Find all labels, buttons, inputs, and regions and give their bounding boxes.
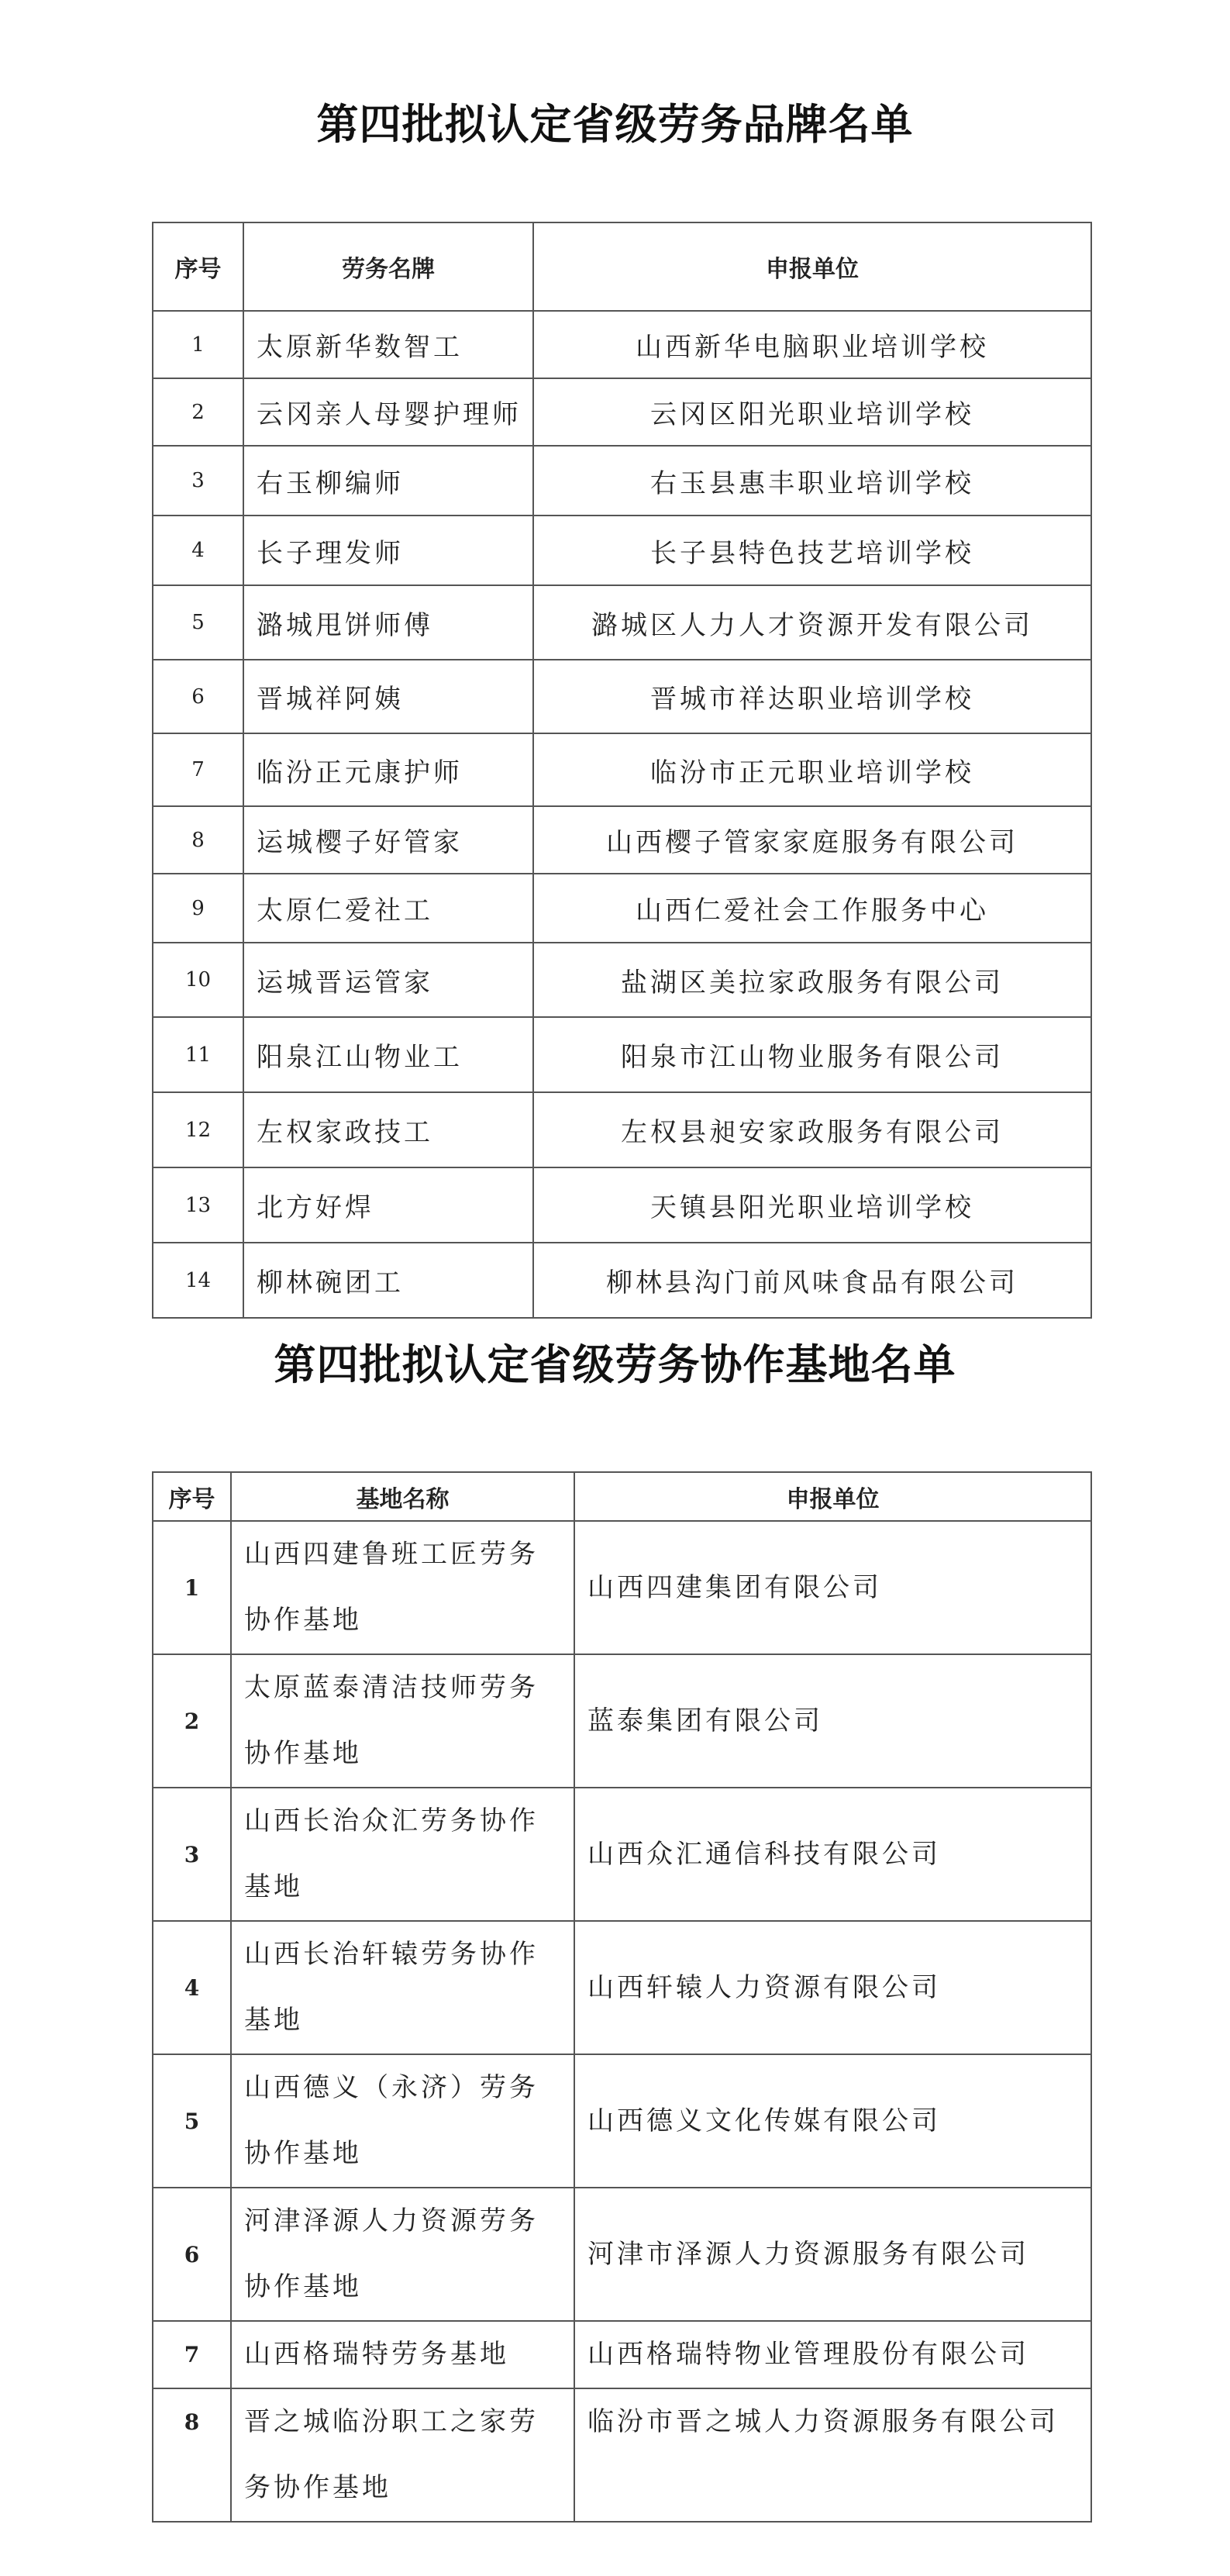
- base-name: 山西四建鲁班工匠劳务协作基地: [231, 1521, 574, 1654]
- row-seq: 3: [153, 1788, 231, 1921]
- row-seq: 11: [153, 1017, 243, 1092]
- base-name: 山西德义（永济）劳务协作基地: [231, 2054, 574, 2188]
- brand-table: [152, 222, 1092, 1319]
- brand-row: [153, 1243, 1091, 1318]
- applicant-unit: 潞城区人力人才资源开发有限公司: [533, 585, 1091, 660]
- applicant-unit: 长子县特色技艺培训学校: [533, 516, 1091, 585]
- brand-name: 潞城甩饼师傅: [243, 585, 533, 660]
- applicant-unit: 山西格瑞特物业管理股份有限公司: [574, 2321, 1091, 2388]
- brand-table-header: [153, 222, 1091, 311]
- applicant-unit: 左权县昶安家政服务有限公司: [533, 1092, 1091, 1167]
- header-base-name: 基地名称: [231, 1472, 574, 1521]
- row-seq: 1: [153, 311, 243, 378]
- row-seq: 8: [153, 806, 243, 874]
- brand-row: [153, 733, 1091, 806]
- applicant-unit: 山西仁爱社会工作服务中心: [533, 874, 1091, 943]
- row-seq: 2: [153, 1654, 231, 1788]
- row-seq: 9: [153, 874, 243, 943]
- brand-name: 晋城祥阿姨: [243, 660, 533, 733]
- base-name: 山西格瑞特劳务基地: [231, 2321, 574, 2388]
- base-row: [153, 1654, 1091, 1788]
- applicant-unit: 山西新华电脑职业培训学校: [533, 311, 1091, 378]
- applicant-unit: 山西四建集团有限公司: [574, 1521, 1091, 1654]
- base-name: 山西长治轩辕劳务协作基地: [231, 1921, 574, 2054]
- row-seq: 6: [153, 2188, 231, 2321]
- row-seq: 8: [153, 2388, 231, 2522]
- brand-row: [153, 943, 1091, 1017]
- base-row: [153, 2054, 1091, 2188]
- applicant-unit: 山西德义文化传媒有限公司: [574, 2054, 1091, 2188]
- brand-name: 右玉柳编师: [243, 446, 533, 516]
- brand-row: [153, 378, 1091, 446]
- applicant-unit: 临汾市正元职业培训学校: [533, 733, 1091, 806]
- brand-name: 太原新华数智工: [243, 311, 533, 378]
- row-seq: 13: [153, 1167, 243, 1243]
- base-name: 晋之城临汾职工之家劳务协作基地: [231, 2388, 574, 2522]
- base-row: [153, 2321, 1091, 2388]
- row-seq: 5: [153, 2054, 231, 2188]
- row-seq: 12: [153, 1092, 243, 1167]
- brand-row: [153, 516, 1091, 585]
- brand-row: [153, 874, 1091, 943]
- row-seq: 10: [153, 943, 243, 1017]
- applicant-unit: 盐湖区美拉家政服务有限公司: [533, 943, 1091, 1017]
- row-seq: 6: [153, 660, 243, 733]
- base-row: [153, 1921, 1091, 2054]
- applicant-unit: 云冈区阳光职业培训学校: [533, 378, 1091, 446]
- brand-name: 运城晋运管家: [243, 943, 533, 1017]
- brand-name: 阳泉江山物业工: [243, 1017, 533, 1092]
- brand-row: [153, 1092, 1091, 1167]
- applicant-unit: 临汾市晋之城人力资源服务有限公司: [574, 2388, 1091, 2522]
- header-brand-name: 劳务名牌: [243, 222, 533, 311]
- brand-row: [153, 806, 1091, 874]
- header-seq: 序号: [153, 1472, 231, 1521]
- brand-row: [153, 1017, 1091, 1092]
- brand-name: 左权家政技工: [243, 1092, 533, 1167]
- brand-name: 长子理发师: [243, 516, 533, 585]
- applicant-unit: 山西众汇通信科技有限公司: [574, 1788, 1091, 1921]
- applicant-unit: 山西轩辕人力资源有限公司: [574, 1921, 1091, 2054]
- applicant-unit: 河津市泽源人力资源服务有限公司: [574, 2188, 1091, 2321]
- base-name: 山西长治众汇劳务协作基地: [231, 1788, 574, 1921]
- header-unit: 申报单位: [574, 1472, 1091, 1521]
- base-table-header: [153, 1472, 1091, 1521]
- applicant-unit: 天镇县阳光职业培训学校: [533, 1167, 1091, 1243]
- brand-row: [153, 311, 1091, 378]
- brand-row: [153, 585, 1091, 660]
- row-seq: 7: [153, 733, 243, 806]
- brand-name: 运城樱子好管家: [243, 806, 533, 874]
- row-seq: 1: [153, 1521, 231, 1654]
- applicant-unit: 柳林县沟门前风味食品有限公司: [533, 1243, 1091, 1318]
- base-row: [153, 1521, 1091, 1654]
- base-name: 河津泽源人力资源劳务协作基地: [231, 2188, 574, 2321]
- row-seq: 3: [153, 446, 243, 516]
- base-table: [152, 1471, 1092, 2523]
- row-seq: 7: [153, 2321, 231, 2388]
- brand-row: [153, 446, 1091, 516]
- base-row: [153, 2388, 1091, 2522]
- header-seq: 序号: [153, 222, 243, 311]
- base-name: 太原蓝泰清洁技师劳务协作基地: [231, 1654, 574, 1788]
- row-seq: 4: [153, 516, 243, 585]
- row-seq: 5: [153, 585, 243, 660]
- base-list-title: 第四批拟认定省级劳务协作基地名单: [274, 1340, 956, 1389]
- applicant-unit: 晋城市祥达职业培训学校: [533, 660, 1091, 733]
- brand-row: [153, 660, 1091, 733]
- applicant-unit: 山西樱子管家家庭服务有限公司: [533, 806, 1091, 874]
- row-seq: 14: [153, 1243, 243, 1318]
- applicant-unit: 蓝泰集团有限公司: [574, 1654, 1091, 1788]
- base-row: [153, 1788, 1091, 1921]
- brand-row: [153, 1167, 1091, 1243]
- brand-list-title: 第四批拟认定省级劳务品牌名单: [316, 100, 914, 149]
- applicant-unit: 右玉县惠丰职业培训学校: [533, 446, 1091, 516]
- row-seq: 4: [153, 1921, 231, 2054]
- brand-name: 云冈亲人母婴护理师: [243, 378, 533, 446]
- applicant-unit: 阳泉市江山物业服务有限公司: [533, 1017, 1091, 1092]
- base-row: [153, 2188, 1091, 2321]
- brand-name: 柳林碗团工: [243, 1243, 533, 1318]
- row-seq: 2: [153, 378, 243, 446]
- brand-name: 临汾正元康护师: [243, 733, 533, 806]
- header-unit: 申报单位: [533, 222, 1091, 311]
- brand-name: 太原仁爱社工: [243, 874, 533, 943]
- brand-name: 北方好焊: [243, 1167, 533, 1243]
